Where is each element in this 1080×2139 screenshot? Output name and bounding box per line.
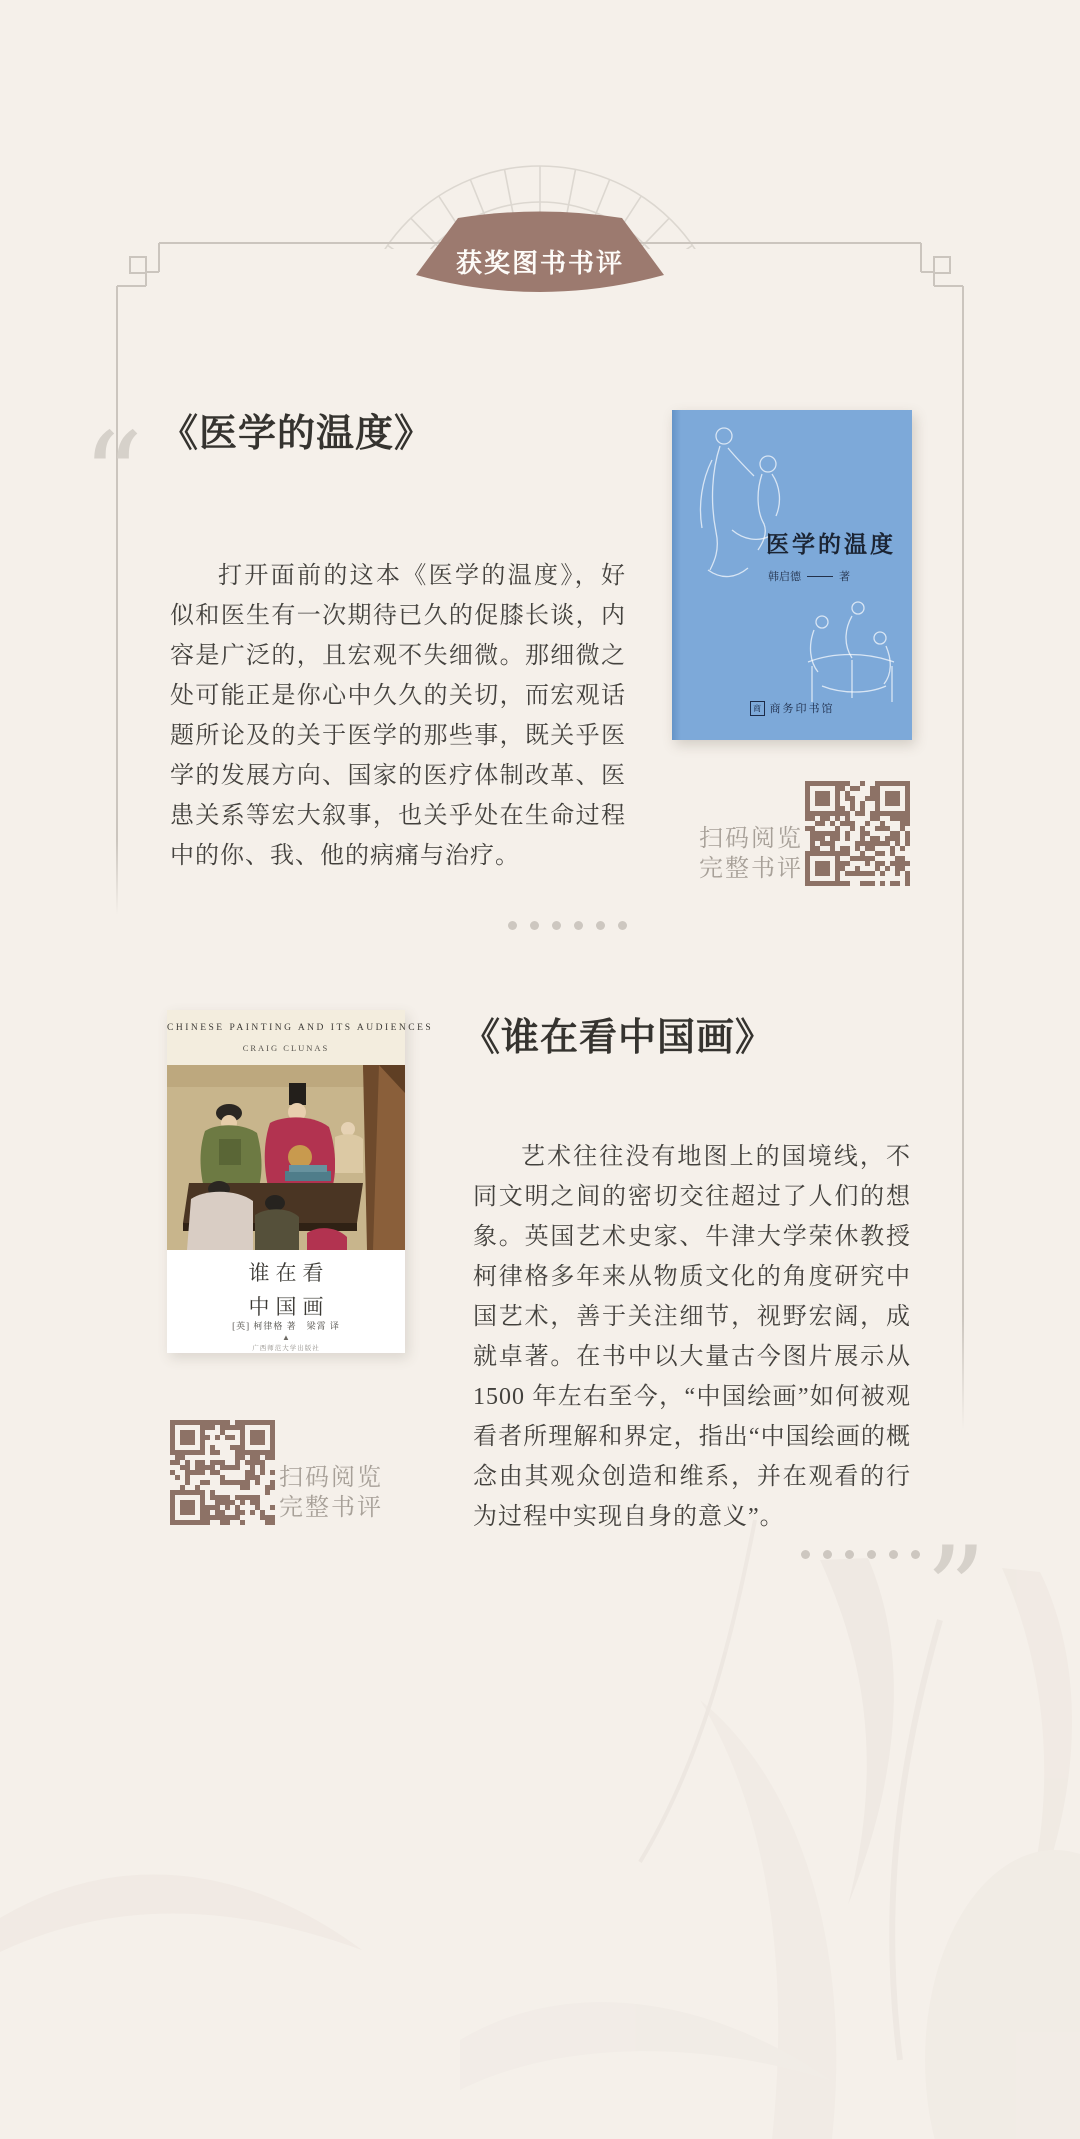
- book2-cover-publisher-name: 广西师范大学出版社: [252, 1345, 320, 1352]
- book1-review-paragraph: 打开面前的这本《医学的温度》，好似和医生有一次期待已久的促膝长谈，内容是广泛的，且宏观不失细微。那细微之处可能正是你心中久久的关切，而宏观话题所论及的关于医学的那些事，既关乎医学的发展方向、国家的医疗体制改革、医患关系等宏大叙事，也关乎处在生命过程中的你、我、他的病痛与治疗。: [170, 563, 626, 869]
- book2-title: 《谁在看中国画》: [462, 1017, 775, 1059]
- publisher-logo-icon: ▲: [282, 1333, 290, 1342]
- book1-qr-code[interactable]: [805, 781, 910, 886]
- leaf-watermark: [0, 1520, 1080, 2139]
- qr-caption-line2: 完整书评: [279, 1495, 383, 1521]
- book1-cover-author-suffix: 著: [839, 571, 850, 583]
- book2-cover-credit: [英] 柯律格 著 梁霄 译: [232, 1321, 340, 1331]
- dot: [530, 921, 539, 930]
- dot: [845, 1550, 854, 1559]
- dot: [889, 1550, 898, 1559]
- section2-dots-divider: [801, 1550, 920, 1559]
- book1-qr-caption: [686, 824, 816, 884]
- qr-caption-line1: 扫码阅览: [699, 826, 803, 852]
- book1-cover-publisher-name: 商务印书馆: [769, 703, 835, 715]
- dot: [508, 921, 517, 930]
- book2-cover: [167, 1010, 434, 1353]
- book2-cover-title-line1: 谁在看: [248, 1261, 330, 1285]
- book2-cover-title-line2: 中国画: [248, 1295, 330, 1319]
- banner-title: 获奖图书书评: [455, 249, 624, 278]
- book1-cover-author-name: 韩启德: [768, 571, 801, 583]
- book2-cover-top-band: [167, 1010, 434, 1065]
- dot: [574, 921, 583, 930]
- book1-title: 《医学的温度》: [160, 413, 434, 455]
- qr-caption-line1: 扫码阅览: [279, 1465, 383, 1491]
- dot: [596, 921, 605, 930]
- book2-cover-painting: [167, 1065, 405, 1250]
- book2-qr-caption: [266, 1463, 396, 1523]
- close-quote-mark: ”: [925, 1522, 987, 1661]
- book2-cover-english-author: CRAIG CLUNAS: [242, 1043, 330, 1053]
- book1-cover-author: [768, 568, 850, 584]
- dot: [618, 921, 627, 930]
- book1-cover-publisher: [672, 700, 912, 716]
- open-quote-mark: “: [82, 408, 144, 547]
- dot: [823, 1550, 832, 1559]
- book2-review-paragraph: 艺术往往没有地图上的国境线，不同文明之间的密切交往超过了人们的想象。英国艺术史家、牛津大学荣休教授柯律格多年来从物质文化的角度研究中国艺术，善于关注细节，视野宏阔，成就卓著。在书中以大量古今图片展示从 1500 年左右至今，“中国绘画”如何被观看者所理解和界定，指出“中国绘画的概念由其观众创造和维系，并在观看的行为过程中实现自身的意义”。: [473, 1144, 911, 1530]
- section1-dots-divider: [508, 921, 627, 930]
- dot: [911, 1550, 920, 1559]
- dot: [867, 1550, 876, 1559]
- book2-cover-english-title: CHINESE PAINTING AND ITS AUDIENCES: [167, 1023, 434, 1033]
- book2-qr-code[interactable]: [170, 1420, 275, 1525]
- qr-caption-line2: 完整书评: [699, 856, 803, 882]
- publisher-mark-icon: 商: [750, 701, 765, 716]
- book1-cover: [672, 410, 912, 740]
- dot: [801, 1550, 810, 1559]
- author-dash: [807, 576, 833, 577]
- dot: [552, 921, 561, 930]
- book1-cover-title: 医学的温度: [766, 532, 896, 557]
- book2-cover-publisher: [167, 1334, 405, 1352]
